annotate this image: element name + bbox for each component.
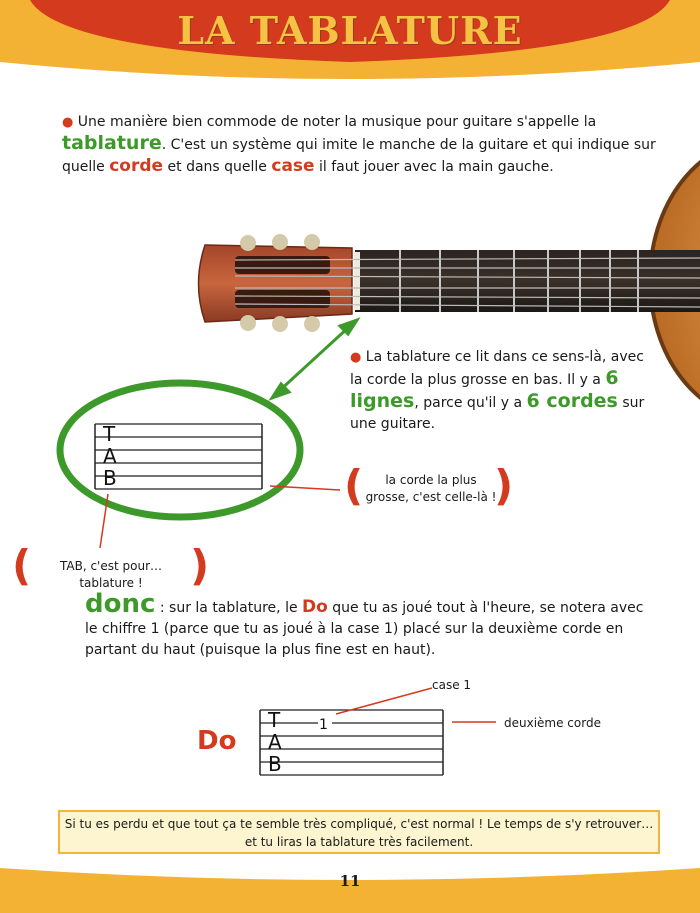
- tab-letter-b: B: [103, 466, 117, 490]
- bullet-icon: ●: [350, 350, 362, 365]
- tab-meaning-note: TAB, c'est pour… tablature !: [59, 559, 163, 590]
- reading-paragraph: ● La tablature ce lit dans ce sens-là, avec la corde la plus grosse en bas. Il y a 6 lignes, parce qu'il y a 6 cordes sur une guitare.: [350, 349, 645, 432]
- tip-line-2: et tu liras la tablature très facilement.: [244, 835, 474, 849]
- bullet-icon: ●: [62, 115, 74, 130]
- tab-letter-b: B: [268, 752, 282, 776]
- direction-arrow: [272, 320, 357, 398]
- donc-paragraph: donc : sur la tablature, le Do que tu as joué tout à l'heure, se notera avec le chiffre 1 (parce que tu as joué à la case 1) placé sur la deuxième corde en partant du haut (puisque la plus fine est en haut).: [85, 589, 644, 658]
- keyword-case: case: [271, 156, 315, 176]
- tip-box: [58, 810, 660, 854]
- tab-letter-a: A: [103, 444, 117, 468]
- fret-label: case 1: [432, 678, 472, 692]
- fret-number: 1: [319, 717, 328, 733]
- thick-string-note: la corde la plus grosse, c'est celle-là !: [365, 473, 497, 504]
- page-number: 11: [339, 872, 361, 890]
- do-label: Do: [197, 726, 237, 756]
- keyword-6-cordes: 6 cordes: [526, 390, 618, 412]
- keyword-corde: corde: [109, 156, 164, 176]
- keyword-do: Do: [302, 597, 328, 617]
- right-parenthesis-icon: ): [494, 461, 514, 510]
- tab-staff-do: [260, 710, 443, 775]
- page-title: LA TABLATURE: [177, 8, 523, 53]
- tab-letter-t: T: [103, 422, 116, 446]
- keyword-tablature: tablature: [62, 132, 162, 154]
- intro-paragraph: ● Une manière bien commode de noter la musique pour guitare s'appelle la tablature. C'est un système qui imite le manche de la guitare et qui indique sur quelle corde et dans quelle case il faut jouer avec la main gauche.: [62, 114, 656, 176]
- tab-staff-example: [95, 424, 262, 489]
- second-string-label: deuxième corde: [504, 716, 601, 730]
- tab-letter-t: T: [268, 708, 281, 732]
- keyword-donc: donc: [85, 589, 156, 619]
- keyword-6-lignes: 6 lignes: [350, 367, 619, 412]
- left-parenthesis-icon: (: [12, 541, 32, 590]
- left-parenthesis-icon: (: [344, 461, 364, 510]
- right-parenthesis-icon: ): [190, 541, 210, 590]
- tip-line-1: Si tu es perdu et que tout ça te semble très compliqué, c'est normal ! Le temps de s'y retrouver…: [64, 817, 654, 831]
- tab-letter-a: A: [268, 730, 282, 754]
